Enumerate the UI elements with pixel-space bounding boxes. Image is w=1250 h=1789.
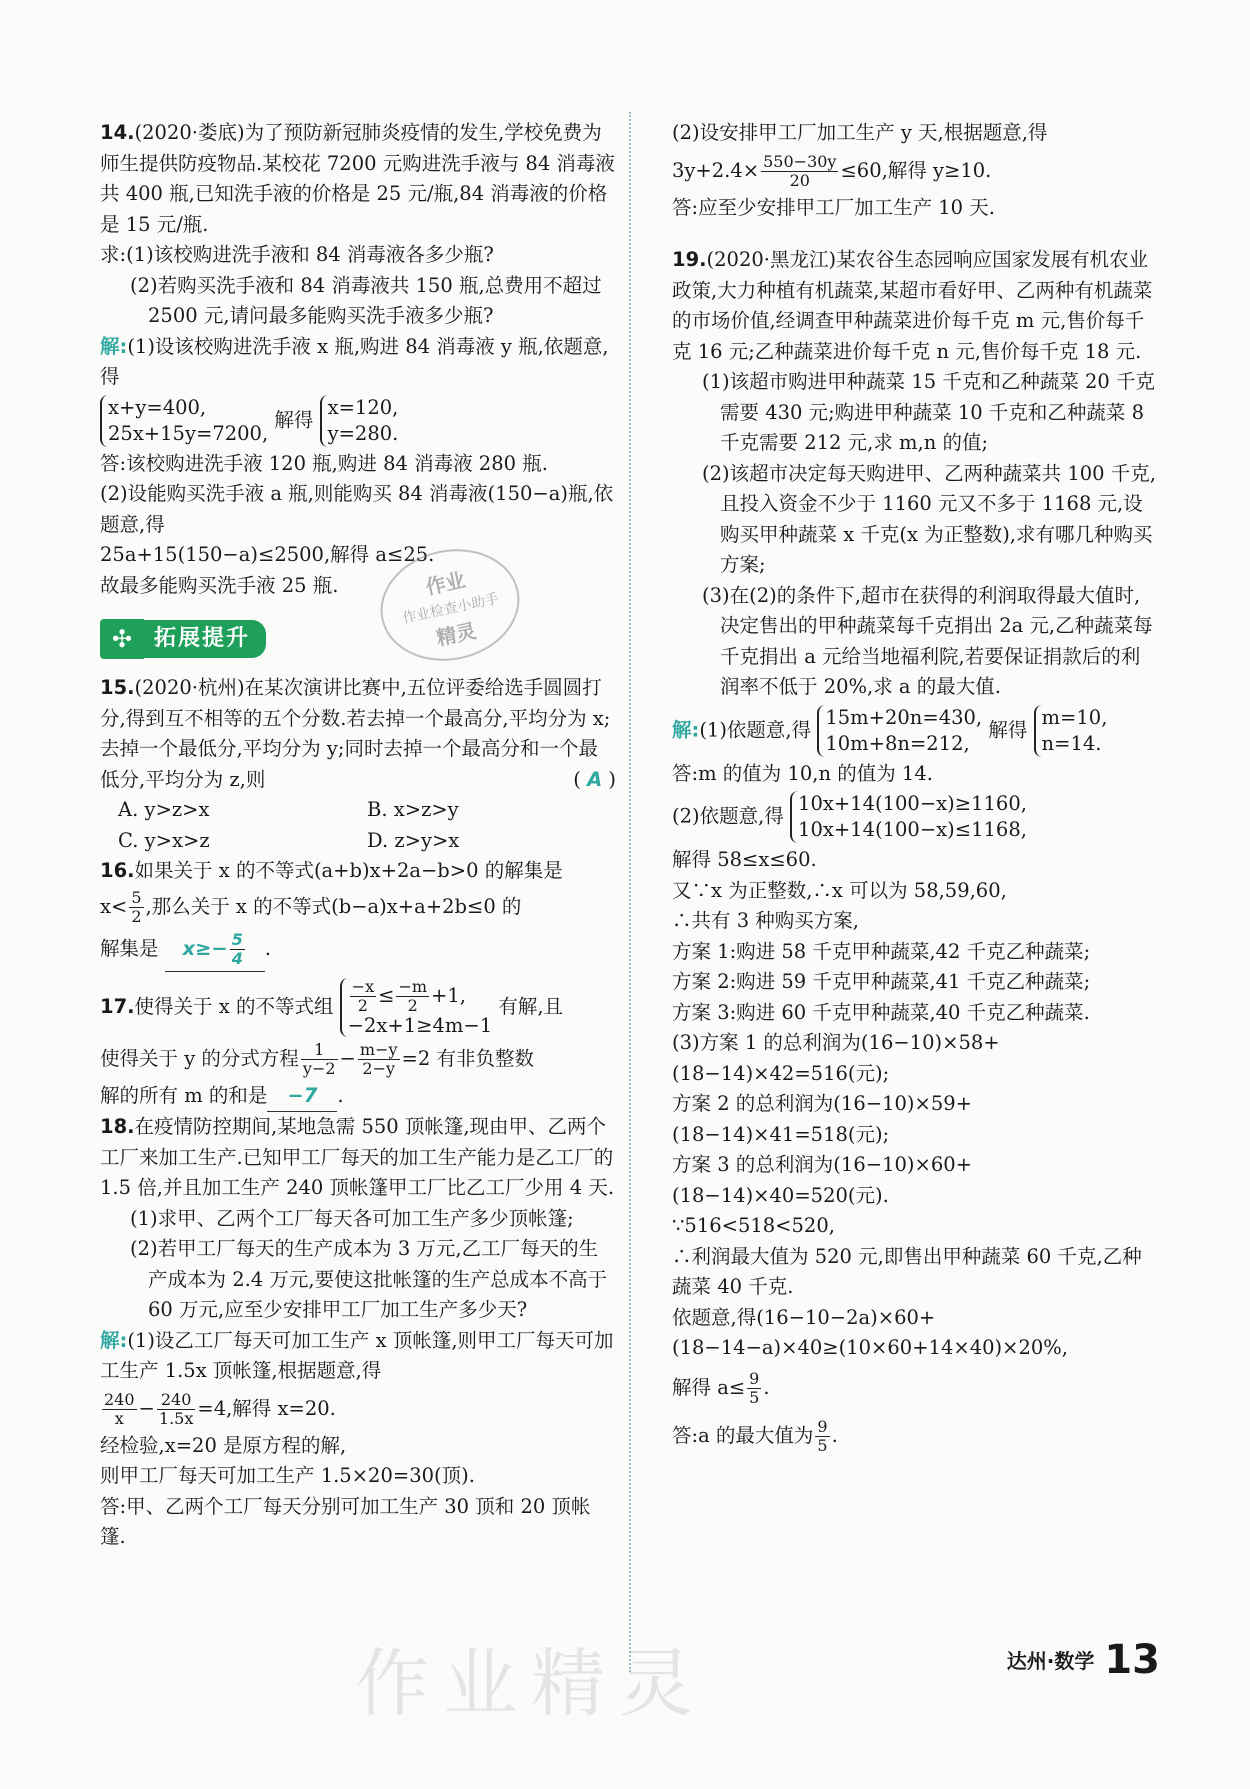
q15-stem: 15.(2020·杭州)在某次演讲比赛中,五位评委给选手圆圆打分,得到互不相等的五个分数.若去掉一个最高分,平均分为 x;去掉一个最低分,平均分为 y;同时去掉一个最高分和一个最低分,平均分为 z,则 ( A ): [100, 673, 616, 795]
q14-stem: 14.(2020·娄底)为了预防新冠肺炎疫情的发生,学校免费为师生提供防疫物品.某校花 7200 元购进洗手液与 84 消毒液共 400 瓶,已知洗手液的价格是 25 元/瓶,84 消毒液的价格是 15 元/瓶.: [100, 121, 615, 236]
fraction: $\frac{240}{1.5x}$: [158, 1389, 194, 1428]
fraction: $\frac{550-30y}{20}$: [763, 151, 837, 190]
q19-solution-2: (2)依题意,得 10x+14(100−x)≥1160, 10x+14(100−x)≤1168,: [672, 792, 1027, 841]
q18-then: 则甲工厂每天可加工生产 1.5×20=30(顶).: [100, 1464, 475, 1487]
fraction: $\frac{1}{y-2}$: [302, 1039, 336, 1078]
q15-option-c: C. y>x>z: [118, 828, 210, 852]
fraction: $\frac{9}{5}$: [817, 1416, 828, 1455]
q14-inequality: 25a+15(150−a)≤2500,解得 a≤25.: [100, 543, 435, 566]
q17-inequality-system: $\frac{-x}{2}$ ≤ $\frac{-m}{2}$ +1, −2x+1≥4m−1: [340, 978, 492, 1037]
section-banner: [100, 619, 616, 659]
q18-equation: $\frac{240}{x}$ − $\frac{240}{1.5x}$ =4,解得 x=20.: [104, 1389, 336, 1428]
q15-options: [100, 795, 616, 856]
fraction: $\frac{5}{4}$: [231, 929, 243, 968]
q19-result: 解得 a≤ $\frac{9}{5}$ .: [672, 1368, 770, 1407]
q19-equation-system: 15m+20n=430, 10m+8n=212,: [817, 705, 982, 757]
watermark: 作业精灵: [355, 1641, 707, 1727]
fraction: $\frac{5}{2}$: [131, 887, 142, 926]
fraction: $\frac{-x}{2}$: [351, 976, 375, 1015]
q18-sub1: (1)求甲、乙两个工厂每天各可加工生产多少顶帐篷;: [130, 1206, 574, 1230]
q17-stem-a: 17.使得关于 x 的不等式组 $\frac{-x}{2}$ ≤ $\frac{-m}{2}$ +1, −2x+1≥4m−1 有解,且: [100, 976, 564, 1037]
q19-line: 解得 58≤x≤60.: [672, 848, 817, 871]
q19-profit-2: 方案 2 的总利润为(16−10)×59+(18−14)×41=518(元);: [672, 1092, 972, 1146]
fraction: $\frac{m-y}{2-y}$: [359, 1039, 398, 1078]
q15-option-a: A. y>z>x: [118, 798, 210, 821]
q19-sub1: (1)该超市购进甲种蔬菜 15 千克和乙种蔬菜 20 千克需要 430 元;购进甲种蔬菜 10 千克和乙种蔬菜 8 千克需要 212 元,求 m,n 的值;: [702, 370, 1156, 454]
q18-solution-2: (2)设安排甲工厂加工生产 y 天,根据题意,得: [672, 121, 1048, 144]
q14-answer-1: 答:该校购进洗手液 120 瓶,购进 84 消毒液 280 瓶.: [100, 451, 548, 475]
q19-plan-2: 方案 2:购进 59 千克甲种蔬菜,41 千克乙种蔬菜;: [672, 970, 1091, 993]
homework-stamp: 作业 作业检查小助手 精灵: [370, 537, 530, 674]
q19-line: ∴利润最大值为 520 元,即售出甲种蔬菜 60 千克,乙种蔬菜 40 千克.: [672, 1244, 1142, 1298]
q19-sub2: (2)该超市决定每天购进甲、乙两种蔬菜共 100 千克,且投入资金不少于 1160 元又不多于 1168 元,设购买甲种蔬菜 x 千克(x 为正整数),求有哪几种购买方案;: [702, 461, 1156, 576]
q19-result-system: m=10, n=14.: [1034, 705, 1108, 757]
section-title: 拓展提升: [144, 620, 266, 659]
q14-solution-2: (2)设能购买洗手液 a 瓶,则能购买 84 消毒液(150−a)瓶,依题意,得: [100, 482, 614, 536]
q16-stem-c: 解集是 x≥− $\frac{5}{4}$ .: [100, 927, 616, 972]
q19-plan-1: 方案 1:购进 58 千克甲种蔬菜,42 千克乙种蔬菜;: [672, 939, 1091, 963]
q19-profit-1: (3)方案 1 的总利润为(16−10)×58+(18−14)×42=516(元);: [672, 1031, 1000, 1085]
q19-answer-1: 答:m 的值为 10,n 的值为 14.: [672, 761, 933, 785]
column-divider: [629, 112, 631, 1672]
q19-final-answer: 答:a 的最大值为 $\frac{9}{5}$ .: [672, 1416, 838, 1455]
page-number: 13: [1104, 1637, 1160, 1683]
q19-line: 依题意,得(16−10−2a)×60+(18−14−a)×40≥(10×60+14×40)×20%,: [672, 1305, 1068, 1359]
q18-stem: 18.在疫情防控期间,某地急需 550 顶帐篷,现由甲、乙两个工厂来加工生产.已知甲工厂每天的加工生产能力是乙工厂的 1.5 倍,并且加工生产 240 顶帐篷甲工厂比乙工厂少用 4 天.: [100, 1115, 615, 1199]
q19-inequality-system: 10x+14(100−x)≥1160, 10x+14(100−x)≤1168,: [790, 791, 1027, 843]
q15-answer-bracket: ( A ): [573, 767, 616, 791]
q17-answer-blank: −7: [267, 1081, 337, 1113]
q14-sub1: 求:(1)该校购进洗手液和 84 消毒液各多少瓶?: [100, 243, 494, 266]
q19-line: 又∵x 为正整数,∴x 可以为 58,59,60,: [672, 878, 1007, 902]
expand-arrows-icon: ✣: [100, 619, 144, 659]
fraction: $\frac{-m}{2}$: [398, 976, 428, 1015]
left-column: [100, 118, 616, 1553]
q15-answer: A: [587, 767, 603, 791]
fraction: $\frac{240}{x}$: [104, 1389, 135, 1428]
q18-check: 经检验,x=20 是原方程的解,: [100, 1433, 347, 1457]
q16-stem-a: 16.如果关于 x 的不等式(a+b)x+2a−b>0 的解集是: [100, 859, 563, 882]
q19-stem: 19.(2020·黑龙江)某农谷生态园响应国家发展有机农业政策,大力种植有机蔬菜,某超市看好甲、乙两种有机蔬菜的市场价值,经调查甲种蔬菜进价每千克 m 元,售价每千克 16 元;乙种蔬菜进价每千克 n 元,售价每千克 18 元.: [672, 248, 1153, 363]
page-footer: [1006, 1637, 1160, 1683]
q18-answer-1: 答:甲、乙两个工厂每天分别可加工生产 30 顶和 20 顶帐篷.: [100, 1494, 591, 1548]
q16-stem-b: x< $\frac{5}{2}$ ,那么关于 x 的不等式(b−a)x+a+2b≤0 的: [100, 887, 522, 926]
q19-profit-3: 方案 3 的总利润为(16−10)×60+(18−14)×40=520(元).: [672, 1153, 972, 1207]
q18-inequality: 3y+2.4× $\frac{550-30y}{20}$ ≤60,解得 y≥10.: [672, 151, 992, 190]
q15-option-b: B. x>z>y: [367, 798, 459, 821]
q15-option-d: D. z>y>x: [367, 828, 460, 852]
q18-solution-1: 解:(1)设乙工厂每天可加工生产 x 顶帐篷,则甲工厂每天可加工生产 1.5x 顶帐篷,根据题意,得: [100, 1328, 614, 1382]
q16-answer-blank: x≥− $\frac{5}{4}$: [165, 927, 265, 972]
q19-line: ∴共有 3 种购买方案,: [672, 909, 860, 932]
q14-result-system: x=120, y=280.: [320, 395, 399, 447]
q19-plan-3: 方案 3:购进 60 千克甲种蔬菜,40 千克乙种蔬菜.: [672, 1000, 1090, 1024]
fraction: $\frac{9}{5}$: [749, 1368, 760, 1407]
q14-answer-2: 故最多能购买洗手液 25 瓶.: [100, 573, 339, 597]
q19-sub3: (3)在(2)的条件下,超市在获得的利润取得最大值时,决定售出的甲种蔬菜每千克捐出 2a 元,乙种蔬菜每千克捐出 a 元给当地福利院,若要保证捐款后的利润率不低于 20%,求 a 的最大值.: [702, 583, 1153, 698]
q19-line: ∵516<518<520,: [672, 1214, 835, 1237]
q18-answer-2: 答:应至少安排甲工厂加工生产 10 天.: [672, 195, 995, 219]
q14-equation-system: x+y=400, 25x+15y=7200,: [100, 395, 268, 447]
q19-solution-1: 解:(1)依题意,得 15m+20n=430, 10m+8n=212, 解得 m=10, n=14.: [672, 705, 1108, 755]
q17-stem-c: 使得关于 y 的分式方程 $\frac{1}{y-2}$ − $\frac{m-y}{2-y}$ =2 有非负整数: [100, 1039, 534, 1078]
q18-sub2: (2)若甲工厂每天的生产成本为 3 万元,乙工厂每天的生产成本为 2.4 万元,要使这批帐篷的生产总成本不高于 60 万元,应至少安排甲工厂加工生产多少天?: [130, 1237, 608, 1321]
q14-sub2: (2)若购买洗手液和 84 消毒液共 150 瓶,总费用不超过 2500 元,请问最多能购买洗手液多少瓶?: [130, 273, 602, 327]
footer-label: 达州·数学: [1006, 1649, 1095, 1673]
q17-stem-d: 解的所有 m 的和是 −7 .: [100, 1081, 616, 1113]
right-column: [672, 118, 1158, 1460]
q14-system: x+y=400, 25x+15y=7200, 解得 x=120, y=280.: [100, 395, 616, 447]
q14-solution-1: 解:(1)设该校购进洗手液 x 瓶,购进 84 消毒液 y 瓶,依题意,得: [100, 334, 609, 388]
